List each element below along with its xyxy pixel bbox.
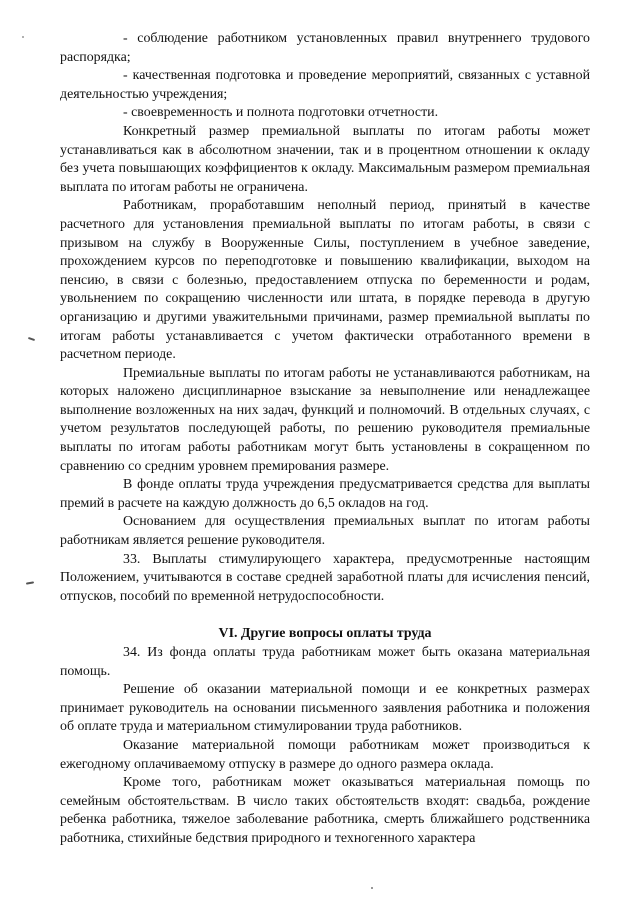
paragraph: Оказание материальной помощи работникам может производиться к ежегодному оплачиваемому отпуску в размере до одного размера оклада. [60, 737, 590, 772]
document-body [60, 30, 590, 849]
paragraph: - качественная подготовка и проведение мероприятий, связанных с уставной деятельностью учреждения; [60, 68, 590, 102]
paragraph: 33. Выплаты стимулирующего характера, предусмотренные настоящим Положением, учитываются в составе средней заработной платы для исчисления пенсий, отпусков, пособий по временной нетрудоспособности. [60, 551, 590, 604]
paragraph: Премиальные выплаты по итогам работы не устанавливаются работникам, на которых наложено дисциплинарное взыскание за невыполнение или ненадлежащее выполнение возложенных на них задач, функций и полномочий. В отдельных случаях, с учетом результатов последующей работы, по решению руководителя премиальные выплаты по итогам работы работникам могут быть установлены в сокращенном по сравнению со средним уровнем премирования размере. [60, 365, 590, 474]
paragraph: Решение об оказании материальной помощи и ее конкретных размерах принимает руководитель на основании письменного заявления работника и положения об оплате труда и материальном стимулировании труда работников. [60, 682, 590, 735]
paragraph: 34. Из фонда оплаты труда работникам может быть оказана материальная помощь. [60, 645, 590, 679]
section-heading: VI. Другие вопросы оплаты труда [218, 626, 432, 642]
paragraph: В фонде оплаты труда учреждения предусматривается средства для выплаты премий в расчете на каждую должность до 6,5 окладов на год. [60, 477, 590, 511]
paragraph: Конкретный размер премиальной выплаты по итогам работы может устанавливаться как в абсолютном значении, так и в процентном отношении к окладу без учета повышающих коэффициентов к окладу. Максимальным размером премиальная выплата по итогам работы не ограничена. [60, 123, 590, 195]
scan-speck [371, 887, 373, 889]
paragraph: Работникам, проработавшим неполный период, принятый в качестве расчетного для установления премиальной выплаты по итогам работы, в связи с призывом на службу в Вооруженные Силы, поступлением в учебное заведение, прохождением курсов по переподготовке и повышению квалификации, выходом на пенсию, в связи с болезнью, предоставлением отпуска по беременности и родам, увольнением по сокращению численности или штата, в порядке перевода в другую организацию и другими уважительными причинами, размер премиальной выплаты по итогам работы устанавливается с учетом фактически отработанного времени в расчетном периоде. [60, 198, 590, 363]
paragraph: Кроме того, работникам может оказываться материальная помощь по семейным обстоятельствам. В число таких обстоятельств входят: свадьба, рождение ребенка работника, тяжелое заболевание работника, смерть ближайшего родственника работника, стихийные бедствия природного и техногенного характера [60, 775, 590, 846]
paragraph: - соблюдение работником установленных правил внутреннего трудового распорядка; [60, 31, 590, 65]
scan-mark [26, 581, 34, 584]
paragraph: - своевременность и полнота подготовки отчетности. [123, 105, 439, 121]
paragraph: Основанием для осуществления премиальных выплат по итогам работы работникам является решение руководителя. [60, 514, 590, 549]
scan-speck [22, 36, 24, 38]
scan-mark [28, 337, 35, 341]
